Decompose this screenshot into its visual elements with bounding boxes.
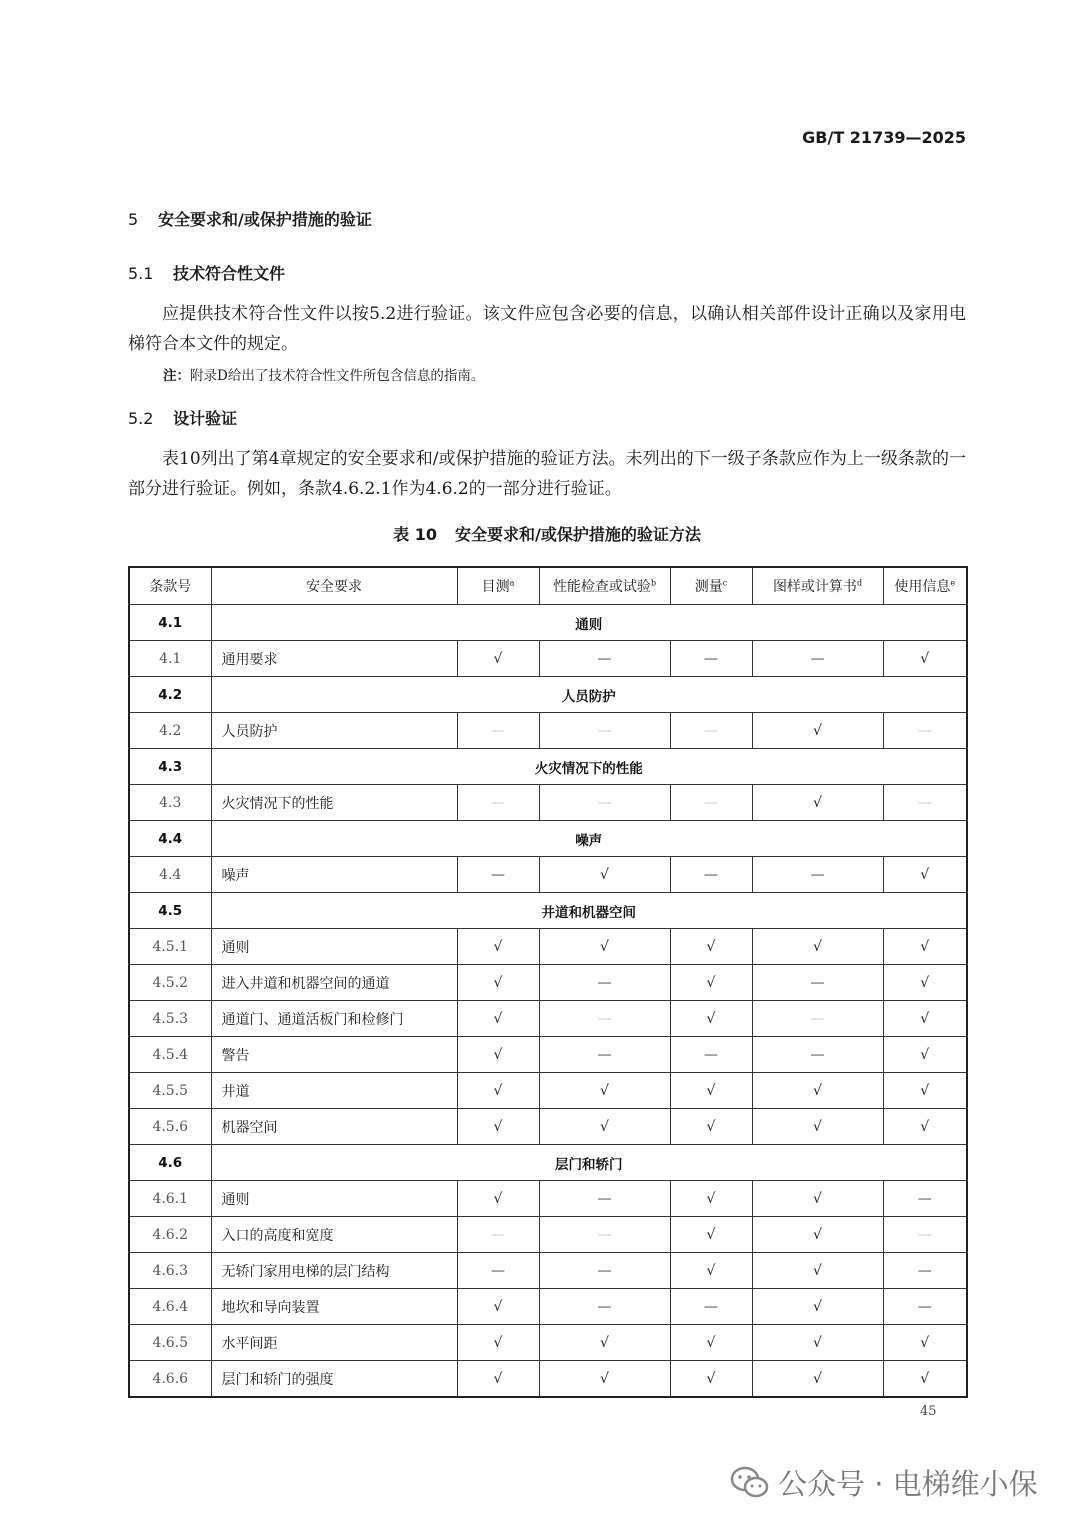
- check-mark: √: [457, 1289, 539, 1325]
- table-row: [129, 1001, 967, 1037]
- check-mark: √: [752, 785, 883, 821]
- check-mark: √: [457, 1181, 539, 1217]
- group-title: 井道和机器空间: [211, 893, 967, 929]
- column-header: [211, 567, 457, 605]
- table-row: [129, 1361, 967, 1398]
- clause-number: 4.5.4: [129, 1037, 211, 1073]
- column-header-text: 测量: [694, 579, 723, 595]
- clause-number: 4.6.5: [129, 1325, 211, 1361]
- clause-number: 4.5.1: [129, 929, 211, 965]
- footnote-marker: e: [950, 578, 956, 588]
- check-mark: √: [457, 965, 539, 1001]
- requirement: 无轿门家用电梯的层门结构: [211, 1253, 457, 1289]
- check-mark: √: [539, 1361, 670, 1398]
- table-group-row: [129, 821, 967, 857]
- check-mark: √: [670, 1073, 752, 1109]
- column-header-text: 图样或计算书: [772, 579, 857, 595]
- dash-mark: —: [670, 641, 752, 677]
- note-text: 附录D给出了技术符合性文件所包含信息的指南。: [190, 368, 485, 384]
- section-5-1-paragraph: 应提供技术符合性文件以按5.2进行验证。该文件应包含必要的信息，以确认相关部件设计正确以及家用电梯符合本文件的规定。: [128, 304, 966, 354]
- check-mark: √: [670, 1361, 752, 1398]
- clause-number: 4.2: [129, 677, 211, 713]
- check-mark: √: [539, 1073, 670, 1109]
- check-mark: √: [457, 1361, 539, 1398]
- check-mark: √: [457, 929, 539, 965]
- check-mark: √: [752, 1181, 883, 1217]
- table-row: [129, 857, 967, 893]
- requirement: 通道门、通道活板门和检修门: [211, 1001, 457, 1037]
- column-header: [457, 567, 539, 605]
- verification-table: [128, 566, 968, 1398]
- check-mark: √: [752, 1253, 883, 1289]
- check-mark: √: [883, 1001, 967, 1037]
- section-number: 5: [128, 210, 139, 229]
- dash-mark: —: [539, 1181, 670, 1217]
- table-row: [129, 1037, 967, 1073]
- table-group-row: [129, 749, 967, 785]
- check-mark: √: [670, 1109, 752, 1145]
- table-group-row: [129, 1145, 967, 1181]
- dash-mark: —: [457, 1253, 539, 1289]
- check-mark: √: [457, 641, 539, 677]
- footnote-marker: d: [856, 578, 863, 588]
- check-mark: √: [883, 641, 967, 677]
- check-mark: √: [752, 1289, 883, 1325]
- table-group-row: [129, 677, 967, 713]
- group-title: 层门和轿门: [211, 1145, 967, 1181]
- table-group-row: [129, 605, 967, 641]
- check-mark: √: [457, 1037, 539, 1073]
- table-row: [129, 641, 967, 677]
- dash-mark: —: [752, 641, 883, 677]
- column-header-text: 目测: [481, 579, 510, 595]
- table-row: [129, 1253, 967, 1289]
- dash-mark: —: [539, 713, 670, 749]
- table-row: [129, 785, 967, 821]
- clause-number: 4.4: [129, 857, 211, 893]
- table-row: [129, 929, 967, 965]
- footnote-marker: c: [722, 578, 728, 588]
- clause-number: 4.6.2: [129, 1217, 211, 1253]
- dash-mark: —: [539, 1289, 670, 1325]
- clause-number: 4.5.6: [129, 1109, 211, 1145]
- dash-mark: —: [752, 965, 883, 1001]
- check-mark: √: [752, 1109, 883, 1145]
- table-group-row: [129, 893, 967, 929]
- dash-mark: —: [883, 785, 967, 821]
- clause-number: 4.6.4: [129, 1289, 211, 1325]
- requirement: 警告: [211, 1037, 457, 1073]
- dash-mark: —: [670, 857, 752, 893]
- check-mark: √: [670, 929, 752, 965]
- check-mark: √: [752, 1361, 883, 1398]
- dash-mark: —: [670, 785, 752, 821]
- clause-number: 4.5.2: [129, 965, 211, 1001]
- clause-number: 4.3: [129, 749, 211, 785]
- check-mark: √: [883, 1325, 967, 1361]
- check-mark: √: [539, 1325, 670, 1361]
- dash-mark: —: [457, 785, 539, 821]
- group-title: 火灾情况下的性能: [211, 749, 967, 785]
- check-mark: √: [457, 1109, 539, 1145]
- dash-mark: —: [457, 1217, 539, 1253]
- dash-mark: —: [539, 641, 670, 677]
- check-mark: √: [883, 1037, 967, 1073]
- requirement: 通则: [211, 1181, 457, 1217]
- clause-number: 4.5.5: [129, 1073, 211, 1109]
- clause-number: 4.6.1: [129, 1181, 211, 1217]
- section-5-heading: [128, 207, 372, 230]
- requirement: 井道: [211, 1073, 457, 1109]
- check-mark: √: [883, 1361, 967, 1398]
- dash-mark: —: [670, 713, 752, 749]
- group-title: 噪声: [211, 821, 967, 857]
- check-mark: √: [752, 1073, 883, 1109]
- table-caption-title: 安全要求和/或保护措施的验证方法: [454, 525, 701, 544]
- footnote-marker: b: [650, 578, 657, 588]
- requirement: 机器空间: [211, 1109, 457, 1145]
- table-row: [129, 965, 967, 1001]
- clause-number: 4.1: [129, 641, 211, 677]
- check-mark: √: [539, 857, 670, 893]
- requirement: 通用要求: [211, 641, 457, 677]
- group-title: 人员防护: [211, 677, 967, 713]
- dash-mark: —: [670, 1289, 752, 1325]
- check-mark: √: [457, 1325, 539, 1361]
- check-mark: √: [670, 1001, 752, 1037]
- table-row: [129, 1109, 967, 1145]
- clause-number: 4.4: [129, 821, 211, 857]
- dash-mark: —: [539, 965, 670, 1001]
- table-header-row: [129, 567, 967, 605]
- column-header: [129, 567, 211, 605]
- check-mark: √: [883, 1109, 967, 1145]
- table-row: [129, 1217, 967, 1253]
- check-mark: √: [670, 1325, 752, 1361]
- check-mark: √: [670, 965, 752, 1001]
- check-mark: √: [752, 1217, 883, 1253]
- section-number: 5.2: [128, 409, 154, 428]
- table-row: [129, 1325, 967, 1361]
- requirement: 地坎和导向装置: [211, 1289, 457, 1325]
- table-row: [129, 1289, 967, 1325]
- column-header-text: 条款号: [149, 579, 192, 595]
- dash-mark: —: [883, 1253, 967, 1289]
- check-mark: √: [752, 1325, 883, 1361]
- check-mark: √: [670, 1181, 752, 1217]
- check-mark: √: [883, 965, 967, 1001]
- dash-mark: —: [457, 713, 539, 749]
- column-header-text: 使用信息: [894, 579, 951, 595]
- check-mark: √: [539, 929, 670, 965]
- table-caption: [128, 522, 966, 545]
- section-5-1-heading: [128, 261, 285, 284]
- watermark-text: 公众号 · 电梯维小保: [778, 1467, 1038, 1501]
- requirement: 噪声: [211, 857, 457, 893]
- requirement: 水平间距: [211, 1325, 457, 1361]
- requirement: 层门和轿门的强度: [211, 1361, 457, 1398]
- clause-number: 4.3: [129, 785, 211, 821]
- clause-number: 4.6.6: [129, 1361, 211, 1398]
- dash-mark: —: [539, 1001, 670, 1037]
- section-5-2-heading: [128, 406, 237, 429]
- table-row: [129, 713, 967, 749]
- section-title: 设计验证: [173, 409, 238, 428]
- column-header-text: 性能检查或试验: [552, 579, 651, 595]
- dash-mark: —: [883, 1289, 967, 1325]
- check-mark: √: [670, 1253, 752, 1289]
- requirement: 入口的高度和宽度: [211, 1217, 457, 1253]
- column-header: [670, 567, 752, 605]
- check-mark: √: [752, 929, 883, 965]
- table-row: [129, 1181, 967, 1217]
- dash-mark: —: [883, 713, 967, 749]
- column-header: [539, 567, 670, 605]
- requirement: 进入井道和机器空间的通道: [211, 965, 457, 1001]
- requirement: 通则: [211, 929, 457, 965]
- standard-number: GB/T 21739—2025: [802, 128, 966, 147]
- watermark: [730, 1462, 1038, 1503]
- check-mark: √: [539, 1109, 670, 1145]
- requirement: 火灾情况下的性能: [211, 785, 457, 821]
- check-mark: √: [670, 1217, 752, 1253]
- section-title: 技术符合性文件: [173, 264, 286, 283]
- check-mark: √: [883, 1073, 967, 1109]
- dash-mark: —: [539, 785, 670, 821]
- dash-mark: —: [883, 1181, 967, 1217]
- dash-mark: —: [752, 857, 883, 893]
- requirement: 人员防护: [211, 713, 457, 749]
- clause-number: 4.6.3: [129, 1253, 211, 1289]
- footnote-marker: a: [509, 578, 515, 588]
- section-5-2-paragraph: 表10列出了第4章规定的安全要求和/或保护措施的验证方法。未列出的下一级子条款应作为上一级条款的一部分进行验证。例如，条款4.6.2.1作为4.6.2的一部分进行验证。: [128, 449, 966, 499]
- clause-number: 4.5.3: [129, 1001, 211, 1037]
- table-caption-label: 表 10: [393, 525, 437, 544]
- dash-mark: —: [457, 857, 539, 893]
- clause-number: 4.2: [129, 713, 211, 749]
- section-title: 安全要求和/或保护措施的验证: [158, 210, 372, 229]
- column-header-text: 安全要求: [306, 579, 362, 595]
- column-header: [752, 567, 883, 605]
- page-number: 45: [920, 1404, 937, 1419]
- check-mark: √: [883, 857, 967, 893]
- check-mark: √: [752, 713, 883, 749]
- check-mark: √: [457, 1001, 539, 1037]
- dash-mark: —: [752, 1037, 883, 1073]
- clause-number: 4.5: [129, 893, 211, 929]
- dash-mark: —: [539, 1037, 670, 1073]
- dash-mark: —: [539, 1253, 670, 1289]
- dash-mark: —: [883, 1217, 967, 1253]
- wechat-icon: [730, 1466, 770, 1500]
- table-row: [129, 1073, 967, 1109]
- note-label: 注：: [163, 368, 190, 384]
- check-mark: √: [457, 1073, 539, 1109]
- clause-number: 4.6: [129, 1145, 211, 1181]
- dash-mark: —: [752, 1001, 883, 1037]
- column-header: [883, 567, 967, 605]
- dash-mark: —: [539, 1217, 670, 1253]
- clause-number: 4.1: [129, 605, 211, 641]
- group-title: 通则: [211, 605, 967, 641]
- section-number: 5.1: [128, 264, 154, 283]
- note: [163, 364, 484, 384]
- check-mark: √: [883, 929, 967, 965]
- dash-mark: —: [670, 1037, 752, 1073]
